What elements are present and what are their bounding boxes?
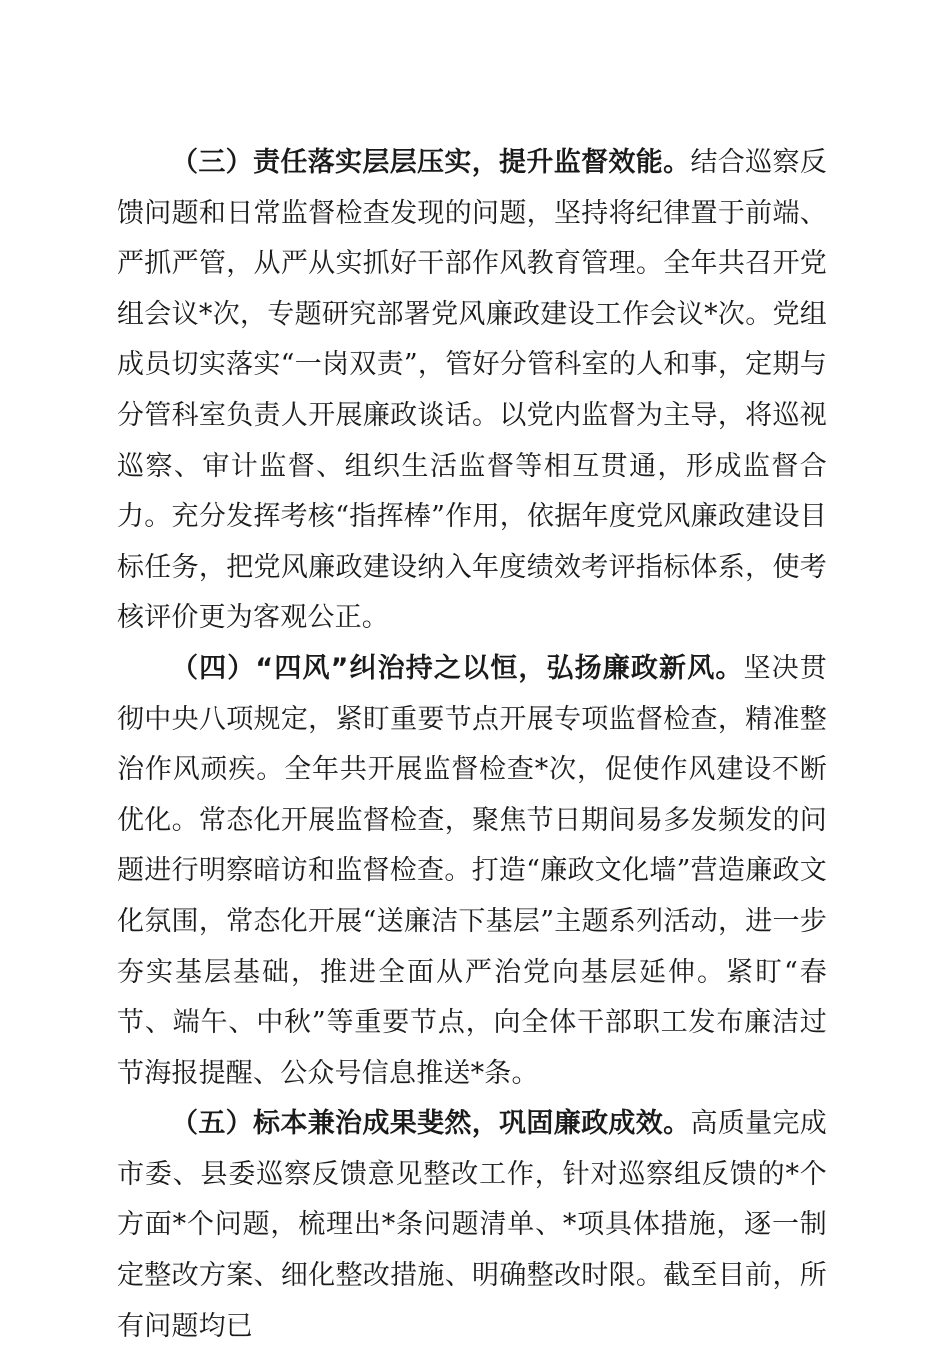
document-body xyxy=(117,138,827,1352)
paragraph-section-3 xyxy=(117,138,827,644)
section-heading-5: （五）标本兼治成果斐然，巩固廉政成效。 xyxy=(171,1108,691,1140)
paragraph-section-4 xyxy=(117,644,827,1099)
section-body-4: 坚决贯彻中央八项规定，紧盯重要节点开展专项监督检查，精准整治作风顽疾。全年共开展监督检查*次，促使作风建设不断优化。常态化开展监督检查，聚焦节日期间易多发频发的问题进行明察暗访和监督检查。打造“廉政文化墙”营造廉政文化氛围，常态化开展“送廉洁下基层”主题系列活动，进一步夯实基层基础，推进全面从严治党向基层延伸。紧盯“春节、端午、中秋”等重要节点，向全体干部职工发布廉洁过节海报提醒、公众号信息推送*条。 xyxy=(117,652,827,1089)
section-heading-4: （四）“四风”纠治持之以恒，弘扬廉政新风。 xyxy=(171,652,744,684)
section-body-5: 高质量完成市委、县委巡察反馈意见整改工作，针对巡察组反馈的*个方面*个问题，梳理出*条问题清单、*项具体措施，逐一制定整改方案、细化整改措施、明确整改时限。截至目前，所有问题均已 xyxy=(117,1108,827,1342)
paragraph-section-5 xyxy=(117,1099,827,1352)
section-body-3: 结合巡察反馈问题和日常监督检查发现的问题，坚持将纪律置于前端、严抓严管，从严从实抓好干部作风教育管理。全年共召开党组会议*次，专题研究部署党风廉政建设工作会议*次。党组成员切实落实“一岗双责”，管好分管科室的人和事，定期与分管科室负责人开展廉政谈话。以党内监督为主导，将巡视巡察、审计监督、组织生活监督等相互贯通，形成监督合力。充分发挥考核“指挥棒”作用，依据年度党风廉政建设目标任务，把党风廉政建设纳入年度绩效考评指标体系，使考核评价更为客观公正。 xyxy=(117,147,827,634)
section-heading-3: （三）责任落实层层压实，提升监督效能。 xyxy=(171,147,691,178)
